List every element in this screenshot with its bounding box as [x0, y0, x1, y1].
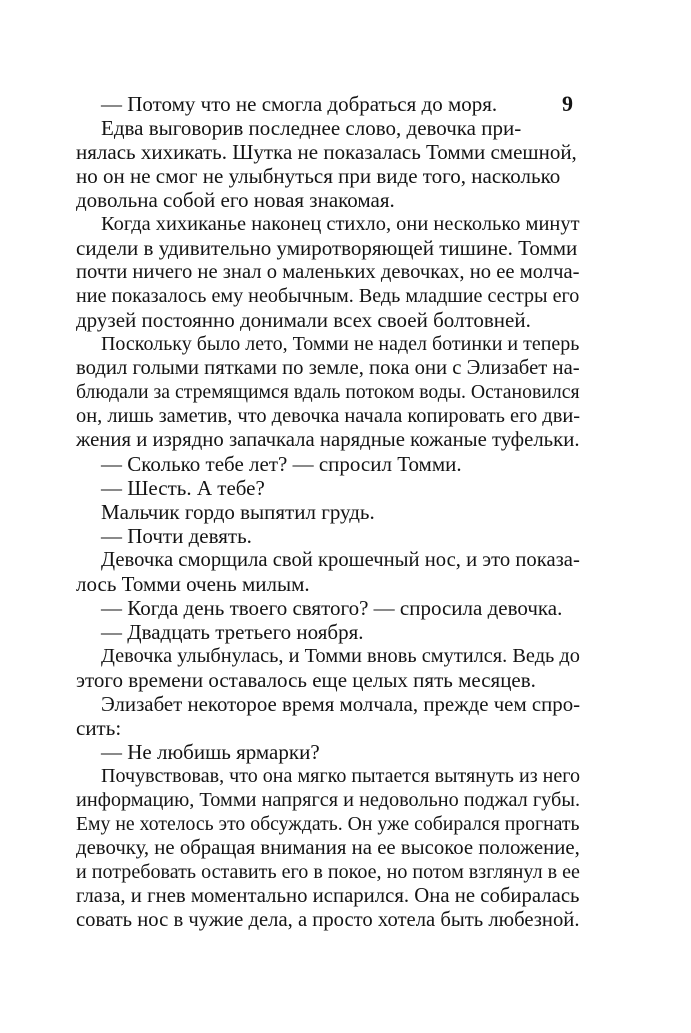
text-line: почти ничего не знал о маленьких девочках, но ее молча- — [76, 261, 580, 283]
paragraph — [76, 620, 580, 644]
text-line: — Не любишь ярмарки? — [101, 740, 320, 764]
paragraph — [76, 476, 580, 500]
text-line: Ему не хотелось это обсуждать. Он уже собирался прогнать — [76, 813, 580, 835]
text-line: лось Томми очень милым. — [76, 572, 310, 596]
text-line: — Сколько тебе лет? — спросил Томми. — [101, 452, 462, 476]
text-line: — Почти девять. — [101, 524, 252, 548]
text-line: и потребовать оставить его в покое, но потом взглянул в ее — [76, 861, 580, 883]
paragraph — [76, 548, 580, 596]
text-line: сить: — [76, 716, 122, 740]
text-line: информацию, Томми напрягся и недовольно поджал губы. — [76, 789, 581, 811]
text-line: — Двадцать третьего ноября. — [101, 620, 364, 644]
text-line: Элизабет некоторое время молчала, прежде чем спро- — [101, 692, 581, 716]
text-line: Едва выговорив последнее слово, девочка при- — [101, 116, 522, 140]
text-line: Девочка сморщила свой крошечный нос, и это показа- — [101, 549, 580, 571]
paragraph — [76, 740, 580, 764]
paragraph — [76, 500, 580, 524]
text-line: глаза, и гнев моментально испарился. Она не собиралась — [76, 885, 580, 907]
paragraph — [76, 452, 580, 476]
paragraph — [76, 596, 580, 620]
text-line: но он не смог не улыбнуться при виде того, насколько — [76, 164, 561, 188]
paragraph — [76, 332, 580, 452]
text-line: сидели в удивительно умиротворяющей тишине. Томми — [76, 236, 578, 260]
text-line: блюдали за стремящимся вдаль потоком воды. Остановился — [76, 381, 580, 403]
text-line: совать нос в чужие дела, а просто хотела быть любезной. — [76, 909, 580, 931]
paragraph — [76, 692, 580, 740]
text-line: — Потому что не смогла добраться до моря. — [101, 92, 498, 116]
text-line: довольна собой его новая знакомая. — [76, 188, 395, 212]
paragraph — [76, 524, 580, 548]
text-line: он, лишь заметив, что девочка начала копировать его дви- — [76, 405, 581, 427]
text-line: нялась хихикать. Шутка не показалась Томми смешной, — [76, 140, 577, 164]
paragraph — [76, 92, 580, 116]
text-line: Почувствовав, что она мягко пытается вытянуть из него — [101, 765, 581, 787]
text-line: жения и изрядно запачкала нарядные кожаные туфельки. — [76, 429, 580, 451]
text-line: — Когда день твоего святого? — спросила девочка. — [101, 596, 563, 620]
text-body — [76, 92, 580, 932]
text-line: девочку, не обращая внимания на ее высокое положение, — [76, 836, 580, 859]
paragraph — [76, 116, 580, 212]
page-number: 9 — [562, 91, 573, 116]
text-line: ние показалось ему необычным. Ведь младшие сестры его — [76, 285, 580, 307]
text-line: этого времени оставалось еще целых пять месяцев. — [76, 668, 536, 692]
text-line: Когда хихиканье наконец стихло, они несколько минут — [101, 213, 580, 235]
paragraph — [76, 764, 580, 932]
text-line: Мальчик гордо выпятил грудь. — [101, 500, 375, 524]
text-line: — Шесть. А тебе? — [101, 476, 265, 500]
paragraph — [76, 212, 580, 332]
text-line: водил голыми пятками по земле, пока они с Элизабет на- — [76, 357, 580, 379]
paragraph — [76, 644, 580, 692]
text-line: Поскольку было лето, Томми не надел ботинки и теперь — [101, 333, 580, 355]
text-line: Девочка улыбнулась, и Томми вновь смутился. Ведь до — [101, 645, 580, 667]
text-line: друзей постоянно донимали всех своей болтовней. — [76, 308, 531, 332]
